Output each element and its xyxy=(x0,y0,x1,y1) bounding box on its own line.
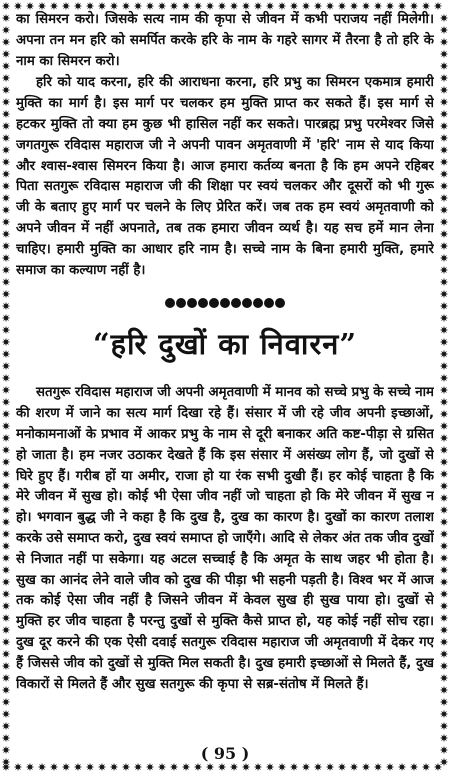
border-star xyxy=(230,2,238,10)
border-star xyxy=(440,326,448,334)
section-paragraph: सतगुरू रविदास महाराज जी अपनी अमृतवाणी में मानव को सच्चे प्रभु के सच्चे नाम की शरण में जाने का सत्य मार्ग दिखा रहे हैं। संसार में जी रहे जीव अपनी इच्छाओं, मनोकामनाओं के प्रभाव में आकर प्रभु के नाम से दूरी बनाकर अति कष्ट-पीड़ा से ग्रसित हो जाता है। हम नजर उठाकर देखते हैं कि इस संसार में असंख्य लोग हैं, जो दुखों से घिरे हुए हैं। गरीब हों या अमीर, राजा हो या रंक सभी दुखी हैं। हर कोई चाहता है कि मेरे जीवन में सुख हो। कोई भी ऐसा जीव नहीं जो चाहता हो कि मेरे जीवन में सुख न हो। भगवान बुद्ध जी ने कहा है कि दुख है, दुख का कारण है। दुखों का कारण तलाश करके उसे समाप्त करो, दुख स्वयं समाप्त हो जाएँगे। आदि से लेकर अंत तक जीव दुखों से निजात नहीं पा सकेगा। यह अटल सच्चाई है कि अमृत के साथ जहर भी होता है। सुख का आनंद लेने वाले जीव को दुख की पीड़ा भी सहनी पड़ती है। विश्व भर में आज तक कोई ऐसा जीव नहीं है जिसने जीवन में केवल सुख ही सुख पाया हो। दुखों से मुक्ति हर जीव चाहता है परन्तु दुखों से मुक्ति कैसे प्राप्त हो, यह कोई नहीं सोच रहा। दुख दूर करने की एक ऐसी दवाई सतगुरू रविदास महाराज जी अमृतवाणी में देकर गए हैं जिससे जीव को दुखों से मुक्ति मिल सकती है। दुख हमारी इच्छाओं से मिलते हैं, दुख विकारों से मिलते हैं और सुख सतगुरू की कृपा से सब्र-संतोष में मिलते हैं। xyxy=(16,385,434,692)
border-star xyxy=(440,110,448,118)
border-star xyxy=(206,763,214,771)
border-star xyxy=(440,434,448,442)
border-star xyxy=(440,86,448,94)
border-star xyxy=(314,763,322,771)
border-star xyxy=(2,763,10,771)
border-star xyxy=(14,2,22,10)
border-star xyxy=(440,506,448,514)
border-star xyxy=(440,134,448,142)
border-star xyxy=(2,602,10,610)
border-star xyxy=(2,422,10,430)
border-star xyxy=(2,122,10,130)
border-star xyxy=(254,2,262,10)
border-star xyxy=(2,626,10,634)
divider-dot xyxy=(231,298,241,308)
border-star xyxy=(110,763,118,771)
border-star xyxy=(206,2,214,10)
border-star xyxy=(440,470,448,478)
border-star xyxy=(62,763,70,771)
border-star xyxy=(2,482,10,490)
border-star xyxy=(2,290,10,298)
border-star xyxy=(440,62,448,70)
border-star xyxy=(2,662,10,670)
border-star xyxy=(434,2,442,10)
divider-dot xyxy=(275,298,285,308)
border-star xyxy=(362,2,370,10)
paragraph-1: का सिमरन करो। जिसके सत्य नाम की कृपा से जीवन में कभी पराजय नहीं मिलेगी। अपना तन मन हरि को समर्पित करके हरि के नाम के गहरे सागर में तैरना है तो हरि के नाम का सिमरन करो। xyxy=(16,12,434,69)
border-star xyxy=(440,386,448,394)
border-star xyxy=(440,350,448,358)
border-star xyxy=(440,410,448,418)
border-star xyxy=(440,170,448,178)
border-star xyxy=(440,578,448,586)
border-star xyxy=(2,458,10,466)
divider-dot xyxy=(242,298,252,308)
border-star xyxy=(440,518,448,526)
border-star xyxy=(2,134,10,142)
border-star xyxy=(74,2,82,10)
border-star xyxy=(338,763,346,771)
border-star xyxy=(2,518,10,526)
border-star xyxy=(440,14,448,22)
border-star xyxy=(386,763,394,771)
border-star xyxy=(50,2,58,10)
page-content xyxy=(16,10,434,733)
border-star xyxy=(2,158,10,166)
section-divider xyxy=(16,293,434,312)
border-star xyxy=(278,763,286,771)
border-star xyxy=(86,2,94,10)
border-star xyxy=(440,242,448,250)
border-star xyxy=(440,254,448,262)
border-star xyxy=(440,710,448,718)
border-star xyxy=(2,578,10,586)
border-star xyxy=(2,722,10,730)
border-star xyxy=(266,2,274,10)
border-star xyxy=(440,50,448,58)
border-star xyxy=(2,338,10,346)
divider-dot xyxy=(253,298,263,308)
border-star xyxy=(14,763,22,771)
border-star xyxy=(440,146,448,154)
border-star xyxy=(398,2,406,10)
border-star xyxy=(50,763,58,771)
border-star xyxy=(242,2,250,10)
border-star xyxy=(158,763,166,771)
border-star xyxy=(2,674,10,682)
border-star xyxy=(440,290,448,298)
border-star xyxy=(2,146,10,154)
border-star xyxy=(440,422,448,430)
divider-dot xyxy=(209,298,219,308)
border-star xyxy=(2,74,10,82)
border-star xyxy=(2,14,10,22)
border-star xyxy=(2,266,10,274)
border-star xyxy=(2,506,10,514)
border-star xyxy=(434,763,442,771)
border-star xyxy=(386,2,394,10)
border-star xyxy=(218,2,226,10)
border-star xyxy=(326,2,334,10)
border-star xyxy=(2,650,10,658)
border-star xyxy=(440,302,448,310)
border-star xyxy=(2,26,10,34)
border-star xyxy=(134,763,142,771)
border-star xyxy=(2,86,10,94)
border-star xyxy=(440,338,448,346)
border-star xyxy=(440,266,448,274)
border-star xyxy=(290,763,298,771)
border-star xyxy=(302,763,310,771)
border-star xyxy=(134,2,142,10)
border-star xyxy=(2,278,10,286)
border-star xyxy=(266,763,274,771)
border-star xyxy=(2,686,10,694)
border-star xyxy=(440,362,448,370)
border-star xyxy=(194,2,202,10)
border-star xyxy=(74,763,82,771)
border-star xyxy=(440,734,448,742)
border-star xyxy=(170,763,178,771)
border-star xyxy=(98,763,106,771)
border-star xyxy=(2,566,10,574)
border-star xyxy=(440,278,448,286)
border-star xyxy=(2,110,10,118)
border-star xyxy=(2,614,10,622)
border-star xyxy=(242,763,250,771)
border-star xyxy=(440,482,448,490)
border-star xyxy=(2,398,10,406)
border-star xyxy=(410,2,418,10)
border-star xyxy=(440,218,448,226)
divider-dot xyxy=(176,298,186,308)
border-star xyxy=(440,122,448,130)
border-star xyxy=(2,470,10,478)
border-star xyxy=(440,542,448,550)
border-star xyxy=(182,2,190,10)
border-star xyxy=(2,302,10,310)
divider-dot xyxy=(165,298,175,308)
border-star xyxy=(2,254,10,262)
border-star xyxy=(440,602,448,610)
border-star xyxy=(440,698,448,706)
border-star xyxy=(146,2,154,10)
border-star xyxy=(302,2,310,10)
border-star xyxy=(254,763,262,771)
border-star xyxy=(122,2,130,10)
border-star xyxy=(98,2,106,10)
border-star xyxy=(2,590,10,598)
border-star xyxy=(398,763,406,771)
border-star xyxy=(2,530,10,538)
border-star xyxy=(38,763,46,771)
border-star xyxy=(440,158,448,166)
border-star xyxy=(440,230,448,238)
border-star xyxy=(110,2,118,10)
border-star xyxy=(440,686,448,694)
border-star xyxy=(440,566,448,574)
section-heading: “हरि दुखों का निवारन” xyxy=(92,327,358,362)
border-star xyxy=(2,542,10,550)
border-star xyxy=(26,763,34,771)
border-star xyxy=(374,763,382,771)
border-star xyxy=(2,38,10,46)
border-star xyxy=(362,763,370,771)
border-star xyxy=(422,763,430,771)
border-star xyxy=(2,446,10,454)
border-star xyxy=(440,26,448,34)
border-star xyxy=(374,2,382,10)
border-star xyxy=(2,434,10,442)
border-star xyxy=(2,206,10,214)
border-star xyxy=(2,230,10,238)
divider-dot xyxy=(198,298,208,308)
border-star xyxy=(440,38,448,46)
border-star xyxy=(440,74,448,82)
border-star xyxy=(440,650,448,658)
border-star xyxy=(2,638,10,646)
border-star xyxy=(350,2,358,10)
border-star xyxy=(122,763,130,771)
border-star xyxy=(338,2,346,10)
border-star xyxy=(2,326,10,334)
border-star xyxy=(230,763,238,771)
border-star xyxy=(2,194,10,202)
border-star xyxy=(2,98,10,106)
border-star xyxy=(440,554,448,562)
border-star xyxy=(218,763,226,771)
border-star xyxy=(440,374,448,382)
border-star xyxy=(314,2,322,10)
border-star xyxy=(440,194,448,202)
border-star xyxy=(2,2,10,10)
border-star xyxy=(440,398,448,406)
border-star xyxy=(2,242,10,250)
border-star xyxy=(38,2,46,10)
border-star xyxy=(440,614,448,622)
border-star xyxy=(440,494,448,502)
border-star xyxy=(86,763,94,771)
border-star xyxy=(440,530,448,538)
border-star xyxy=(2,494,10,502)
border-star xyxy=(440,206,448,214)
border-star xyxy=(194,763,202,771)
border-star xyxy=(440,182,448,190)
border-star xyxy=(146,763,154,771)
border-star xyxy=(440,98,448,106)
border-star xyxy=(440,638,448,646)
border-star xyxy=(2,314,10,322)
border-star xyxy=(290,2,298,10)
border-star xyxy=(2,698,10,706)
border-star xyxy=(26,2,34,10)
border-star xyxy=(2,554,10,562)
divider-dot xyxy=(220,298,230,308)
border-star xyxy=(158,2,166,10)
border-star xyxy=(2,410,10,418)
divider-dot xyxy=(187,298,197,308)
border-star xyxy=(440,722,448,730)
border-star xyxy=(440,662,448,670)
border-star xyxy=(440,458,448,466)
border-star xyxy=(2,386,10,394)
border-star xyxy=(440,314,448,322)
border-star xyxy=(440,626,448,634)
border-star xyxy=(350,763,358,771)
border-star xyxy=(2,362,10,370)
border-star xyxy=(62,2,70,10)
border-star xyxy=(2,374,10,382)
paragraph-2: हरि को याद करना, हरि की आराधना करना, हरि प्रभु का सिमरन एकमात्र हमारी मुक्ति का मार्ग है। इस मार्ग पर चलकर हम मुक्ति प्राप्त कर सकते हैं। इस मार्ग से हटकर मुक्ति तो क्या हम कुछ भी हासिल नहीं कर सकते। पारब्रह्म प्रभु परमेश्वर जिसे जगतगुरू रविदास महाराज जी ने अपनी पावन अमृतवाणी में 'हरि' नाम से याद किया और श्वास-श्वास सिमरन किया है। आज हमारा कर्तव्य बनता है कि हम अपने रहिबर पिता सतगुरू रविदास महाराज जी की शिक्षा पर स्वयं चलकर और दूसरों को भी गुरू जी के बताए हुए मार्ग पर चलने के लिए प्रेरित करें। जब तक हम स्वयं अमृतवाणी को अपने जीवन में नहीं अपनाते, तब तक हमारा जीवन व्यर्थ है। यह सच हमें मान लेना चाहिए। हमारी मुक्ति का आधार हरि नाम है। सच्चे नाम के बिना हमारी मुक्ति, हमारे समाज का कल्याण नहीं है। xyxy=(16,75,434,278)
border-star xyxy=(2,62,10,70)
border-star xyxy=(170,2,178,10)
page-number: ( 95 ) xyxy=(200,744,250,763)
border-star xyxy=(440,674,448,682)
border-star xyxy=(2,170,10,178)
border-star xyxy=(2,182,10,190)
border-star xyxy=(422,2,430,10)
divider-dot xyxy=(264,298,274,308)
border-star xyxy=(410,763,418,771)
border-star xyxy=(182,763,190,771)
border-star xyxy=(2,710,10,718)
border-star xyxy=(2,218,10,226)
border-star xyxy=(2,734,10,742)
border-star xyxy=(326,763,334,771)
border-star xyxy=(278,2,286,10)
border-star xyxy=(2,50,10,58)
border-star xyxy=(2,350,10,358)
border-star xyxy=(440,590,448,598)
border-star xyxy=(440,446,448,454)
